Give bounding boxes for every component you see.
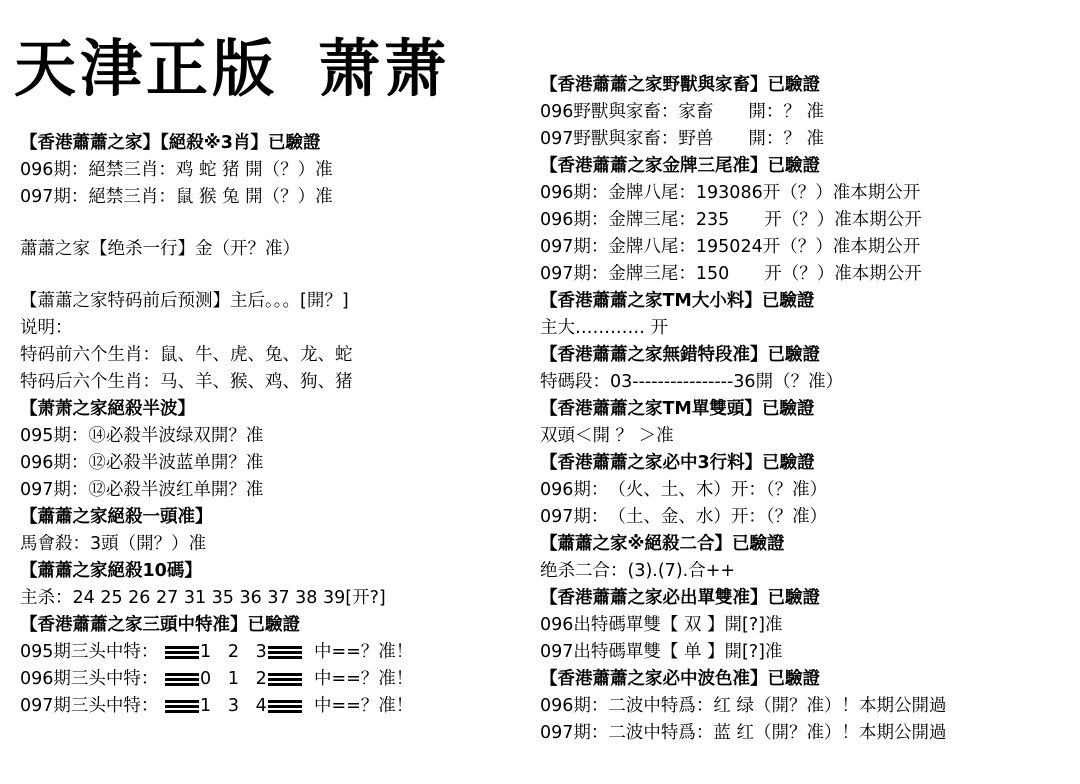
text-line: 【香港蕭蕭之家必出單雙准】已驗證 bbox=[540, 588, 820, 608]
text-line: 096野獸與家畜：家畜 開：？ 准 bbox=[540, 102, 824, 122]
head-number: 3 bbox=[227, 696, 239, 716]
text-line: 097出特碼單雙【 单 】開[?]准 bbox=[540, 642, 783, 662]
page-title bbox=[14, 34, 450, 104]
text-line: 特码前六个生肖：鼠、牛、虎、兔、龙、蛇 bbox=[20, 345, 353, 365]
row-suffix: 中==？准！ bbox=[313, 642, 414, 662]
text-line: 蕭蕭之家【绝杀一行】金（开？准） bbox=[20, 239, 300, 259]
text-line: 096出特碼單雙【 双 】開[?]准 bbox=[540, 615, 783, 635]
trigram-bar-icon bbox=[268, 646, 302, 659]
text-line: 097期：絕禁三肖：鼠 猴 兔 開（？）准 bbox=[20, 187, 333, 207]
trigram-bar-icon bbox=[165, 673, 199, 686]
text-line: 096期：絕禁三肖：鸡 蛇 猪 開（？）准 bbox=[20, 160, 333, 180]
text-line: 【蕭蕭之家絕殺10碼】 bbox=[20, 561, 202, 581]
text-line: 【香港蕭蕭之家金牌三尾准】已驗證 bbox=[540, 156, 820, 176]
text-line: 096期：二波中特爲：红 绿（開？准）！本期公開過 bbox=[540, 696, 947, 716]
text-line: 097期：二波中特爲：蓝 红（開？准）！本期公開過 bbox=[540, 723, 947, 743]
text-line: 说明： bbox=[20, 318, 73, 338]
text-line: 095期：⑭必殺半波绿双開？准 bbox=[20, 426, 264, 446]
three-head-row bbox=[20, 693, 520, 720]
text-line: 【香港蕭蕭之家】【絕殺※3肖】已驗證 bbox=[20, 133, 321, 153]
trigram-bar-icon bbox=[268, 673, 302, 686]
text-line: 096期：金牌八尾：193086开（？）准本期公开 bbox=[540, 183, 921, 203]
text-line: 绝杀二合：(3).(7).合++ bbox=[540, 561, 736, 581]
row-suffix: 中==？准！ bbox=[313, 669, 414, 689]
head-number: 1 bbox=[199, 696, 212, 716]
row-prefix: 097期三头中特： bbox=[20, 696, 159, 716]
title-sub: 萧萧 bbox=[318, 32, 451, 105]
text-line: 【萧萧之家絕殺半波】 bbox=[20, 399, 195, 419]
trigram-bar-icon bbox=[268, 700, 302, 713]
text-line: 主杀：24 25 26 27 31 35 36 37 38 39[开?] bbox=[20, 588, 386, 608]
text-line: 【香港蕭蕭之家必中波色准】已驗證 bbox=[540, 669, 820, 689]
text-line: 【香港蕭蕭之家TM單雙頭】已驗證 bbox=[540, 399, 815, 419]
text-line: 097野獸與家畜：野兽 開：？ 准 bbox=[540, 129, 824, 149]
text-line: 096期：⑫必殺半波蓝单開？准 bbox=[20, 453, 264, 473]
head-number: 3 bbox=[255, 642, 267, 662]
head-number: 0 bbox=[199, 669, 212, 689]
text-line: 【香港蕭蕭之家無錯特段准】已驗證 bbox=[540, 345, 820, 365]
text-line: 097期： （土、金、水）开：（？准） bbox=[540, 507, 828, 527]
head-number: 2 bbox=[255, 669, 267, 689]
text-line: 097期：金牌三尾：150 开（？）准本期公开 bbox=[540, 264, 922, 284]
text-line: 【香港蕭蕭之家三頭中特准】已驗證 bbox=[20, 615, 300, 635]
text-line: 双頭＜開 ？ ＞准 bbox=[540, 426, 674, 446]
head-number: 1 bbox=[227, 669, 239, 689]
title-main: 天津正版 bbox=[14, 32, 279, 105]
row-suffix: 中==？准！ bbox=[313, 696, 414, 716]
right-column bbox=[540, 72, 1070, 747]
text-line: 【香港蕭蕭之家必中3行料】已驗證 bbox=[540, 453, 815, 473]
three-head-row bbox=[20, 666, 520, 693]
blank-line bbox=[20, 263, 520, 288]
trigram-bar-icon bbox=[165, 700, 199, 713]
left-column bbox=[20, 130, 520, 720]
text-line: 【蕭蕭之家特码前后预测】主后。。。[開？] bbox=[20, 291, 349, 311]
trigram-bar-icon bbox=[165, 646, 199, 659]
text-line: 097期：⑫必殺半波红单開？准 bbox=[20, 480, 264, 500]
row-prefix: 096期三头中特： bbox=[20, 669, 159, 689]
three-head-row bbox=[20, 639, 520, 666]
text-line: 主大………… 开 bbox=[540, 318, 669, 338]
text-line: 【蕭蕭之家※絕殺二合】已驗證 bbox=[540, 534, 785, 554]
text-line: 096期： （火、土、木）开：（？准） bbox=[540, 480, 828, 500]
head-number: 2 bbox=[227, 642, 239, 662]
row-prefix: 095期三头中特： bbox=[20, 642, 159, 662]
text-line: 097期：金牌八尾：195024开（？）准本期公开 bbox=[540, 237, 921, 257]
text-line: 096期：金牌三尾：235 开（？）准本期公开 bbox=[540, 210, 922, 230]
head-number: 4 bbox=[255, 696, 267, 716]
text-line: 馬會殺：3頭（開？）准 bbox=[20, 534, 207, 554]
text-line: 【香港蕭蕭之家野獸與家畜】已驗證 bbox=[540, 75, 820, 95]
text-line: 【蕭蕭之家絕殺一頭准】 bbox=[20, 507, 213, 527]
blank-line bbox=[20, 211, 520, 236]
head-number: 1 bbox=[199, 642, 212, 662]
text-line: 特码后六个生肖：马、羊、猴、鸡、狗、猪 bbox=[20, 372, 353, 392]
text-line: 【香港蕭蕭之家TM大小料】已驗證 bbox=[540, 291, 815, 311]
text-line: 特碼段：03----------------36開（？准） bbox=[540, 372, 844, 392]
